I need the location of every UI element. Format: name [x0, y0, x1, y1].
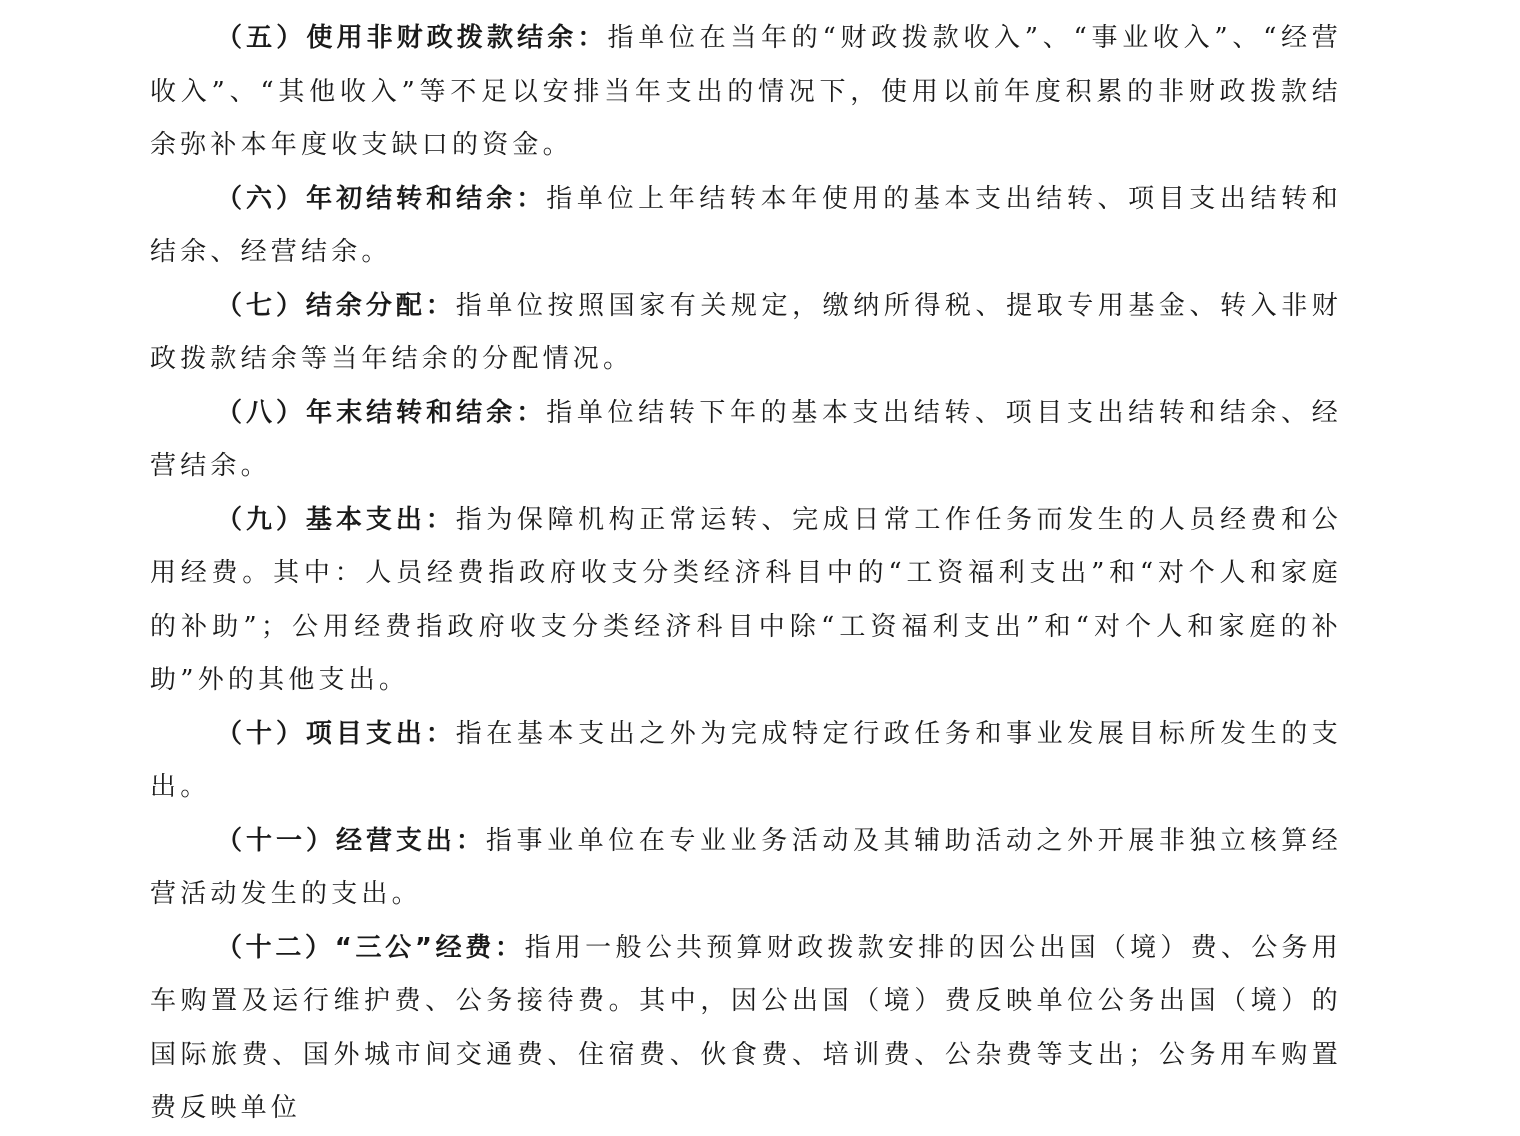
paragraph-6	[150, 173, 1342, 280]
paragraph-12-body: 指用一般公共预算财政拨款安排的因公出国（境）费、公务用车购置及运行维护费、公务接待费。其中，因公出国（境）费反映单位公务出国（境）的国际旅费、国外城市间交通费、住宿费、伙食费、培训费、公杂费等支出；公务用车购置费反映单位	[150, 932, 1343, 1123]
paragraph-6-body: 指单位上年结转本年使用的基本支出结转、项目支出结转和结余、经营结余。	[150, 183, 1342, 267]
paragraph-11-body: 指事业单位在专业业务活动及其辅助活动之外开展非独立核算经营活动发生的支出。	[150, 825, 1342, 909]
paragraph-8-body: 指单位结转下年的基本支出结转、项目支出结转和结余、经营结余。	[150, 397, 1342, 481]
paragraph-6-term: （六）年初结转和结余：	[216, 183, 547, 214]
paragraph-12-term: （十二）“三公”经费：	[216, 932, 525, 963]
paragraph-7	[150, 280, 1342, 387]
paragraph-5-term: （五）使用非财政拨款结余：	[216, 23, 608, 53]
paragraph-9	[150, 494, 1342, 708]
paragraph-11	[150, 815, 1342, 922]
paragraph-12	[150, 922, 1342, 1136]
paragraph-10-term: （十）项目支出：	[216, 718, 456, 749]
paragraph-11-term: （十一）经营支出：	[216, 825, 486, 856]
paragraph-5-body: 指单位在当年的“财政拨款收入”、“事业收入”、“经营收入”、“其他收入”等不足以安排当年支出的情况下，使用以前年度积累的非财政拨款结余弥补本年度收支缺口的资金。	[150, 23, 1342, 160]
paragraph-10	[150, 708, 1342, 815]
paragraph-9-term: （九）基本支出：	[216, 504, 456, 535]
paragraph-7-term: （七）结余分配：	[216, 290, 456, 321]
document-body	[150, 12, 1342, 1136]
paragraph-5	[150, 12, 1342, 173]
paragraph-10-body: 指在基本支出之外为完成特定行政任务和事业发展目标所发生的支出。	[150, 718, 1342, 802]
paragraph-8	[150, 387, 1342, 494]
paragraph-8-term: （八）年末结转和结余：	[216, 397, 547, 428]
paragraph-9-body: 指为保障机构正常运转、完成日常工作任务而发生的人员经费和公用经费。其中：人员经费指政府收支分类经济科目中的“工资福利支出”和“对个人和家庭的补助”；公用经费指政府收支分类经济科目中除“工资福利支出”和“对个人和家庭的补助”外的其他支出。	[150, 504, 1342, 695]
paragraph-7-body: 指单位按照国家有关规定，缴纳所得税、提取专用基金、转入非财政拨款结余等当年结余的分配情况。	[150, 290, 1342, 374]
